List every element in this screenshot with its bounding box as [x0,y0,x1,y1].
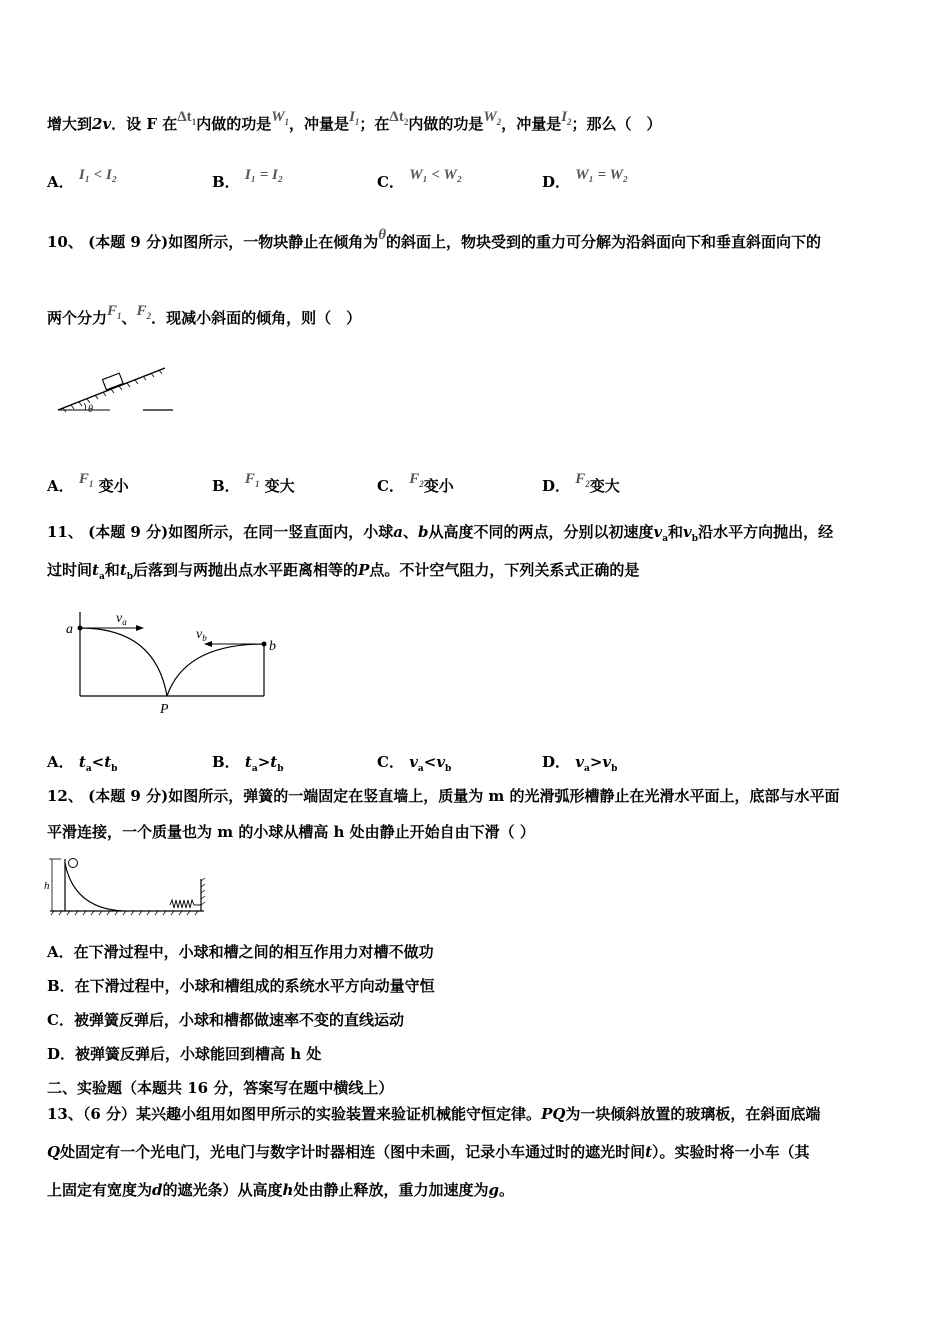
q9-dt1: $\Delta t_1$ [177,109,197,127]
q9-stem [47,109,662,140]
q10-text-a: 如图所示，一物块静止在倾角为 [168,233,379,251]
label-P: P [160,702,169,717]
q12-option-a[interactable]: A．在下滑过程中，小球和槽之间的相互作用力对槽不做功 [47,943,434,961]
trajectory-a [80,628,167,696]
q10-f2: $F_2$ [136,303,152,321]
q11-option-d[interactable]: D． $v_a>v_b$ [542,753,618,774]
q11-stem-line2: 过时间$t_a$和$t_b$后落到与两抛出点水平距离相等的P点。不计空气阻力，下列关系式正确的是 [47,561,640,582]
ball [69,859,78,868]
q9-text-g: ，冲量是 [501,115,562,133]
wall-hatching [201,878,205,905]
q11-option-a[interactable]: A． $t_a<t_b$ [47,753,118,774]
q12-option-d[interactable]: D．被弹簧反弹后，小球能回到槽高 h 处 [47,1045,322,1063]
q9-option-c[interactable]: C． W₁ < W₂ [377,167,463,191]
q10-sep: 、 [121,309,137,327]
q13-stem-line3: 上固定有宽度为d的遮光条）从高度h处由静止释放，重力加速度为g。 [47,1181,514,1199]
groove-arc [65,863,124,911]
q10-text-b: 的斜面上，物块受到的重力可分解为沿斜面向下和垂直斜面向下的 [386,233,822,251]
q10-text-c: 两个分力 [47,309,108,327]
q12-groove-figure [44,855,209,917]
q10-stem-line1 [47,227,822,253]
q9-w2: $W_2$ [483,109,502,127]
q10-number: 10、 [47,233,83,251]
q9-text-f: 内做的功是 [408,115,484,133]
angle-arc [84,403,86,410]
q10-text-d: ．现减小斜面的倾角，则（ ） [151,309,362,327]
q10-theta: θ [378,227,386,243]
q12-stem-line2: 平滑连接，一个质量也为 m 的小球从槽高 h 处由静止开始自由下滑（ ） [47,823,535,841]
q11-stem-line1: 11、 (本题 9 分)如图所示，在同一竖直面内，小球a、b从高度不同的两点，分别以初速度$v_a$和$v_b$沿水平方向抛出，经 [47,523,834,544]
q12-option-c[interactable]: C．被弹簧反弹后，小球和槽都做速率不变的直线运动 [47,1011,404,1029]
q10-option-d[interactable]: D． $F_2$变大 [542,471,620,495]
q9-option-b[interactable]: B． I₁ = I₂ [212,167,284,191]
q10-f1: $F_1$ [107,303,122,321]
q11-projectile-figure [60,598,300,728]
q9-w1: $W_1$ [271,109,290,127]
q12-option-b[interactable]: B．在下滑过程中，小球和槽组成的系统水平方向动量守恒 [47,977,435,995]
q10-option-a[interactable]: A． $F_1$ 变小 [47,471,129,495]
label-h: h [44,880,50,892]
q10-stem-line2 [47,303,362,334]
label-va: $v_a$ [116,611,127,627]
q9-2v: 2v [92,115,112,133]
label-a: a [66,622,73,637]
q10-incline-figure [55,356,185,416]
q12-stem-line1: 12、 (本题 9 分)如图所示，弹簧的一端固定在竖直墙上，质量为 m 的光滑弧形槽静止在光滑水平面上，底部与水平面 [47,787,840,805]
q9-text-h: ；那么（ ） [571,115,662,133]
q11-option-b[interactable]: B． $t_a>t_b$ [212,753,284,774]
q9-dt2: $\Delta t_2$ [389,109,409,127]
label-b: b [269,639,276,654]
q9-text-b: ．设 F 在 [111,115,178,133]
q10-option-b[interactable]: B． $F_1$ 变大 [212,471,295,495]
q13-stem-line2: Q处固定有一个光电门，光电门与数字计时器相连（图中未画，记录小车通过时的遮光时间t）。实验时将一小车（其 [47,1143,810,1161]
q9-text-e: ；在 [359,115,390,133]
spring [170,900,194,908]
q9-text-d: ，冲量是 [289,115,350,133]
q11-option-c[interactable]: C． $v_a<v_b$ [377,753,452,774]
q13-stem-line1: 13、（6 分）某兴趣小组用如图甲所示的实验装置来验证机械能守恒定律。PQ为一块倾斜放置的玻璃板，在斜面底端 [47,1105,821,1123]
q10-score: (本题 9 分) [88,233,169,251]
ball-a [78,626,83,631]
section-2-heading: 二、实验题（本题共 16 分，答案写在题中横线上） [47,1079,394,1097]
q9-option-a[interactable]: A． I₁ < I₂ [47,167,118,191]
q10-option-c[interactable]: C． $F_2$变小 [377,471,454,495]
q9-text-a: 增大到 [47,115,93,133]
q9-i1: $I_1$ [349,109,360,127]
trajectory-b [167,644,264,696]
ball-b [262,642,267,647]
fig-theta: θ [88,404,93,415]
q9-text-c: 内做的功是 [196,115,272,133]
label-vb: $v_b$ [196,627,207,643]
q9-option-d[interactable]: D． W₁ = W₂ [542,167,629,191]
q9-i2: $I_2$ [561,109,572,127]
